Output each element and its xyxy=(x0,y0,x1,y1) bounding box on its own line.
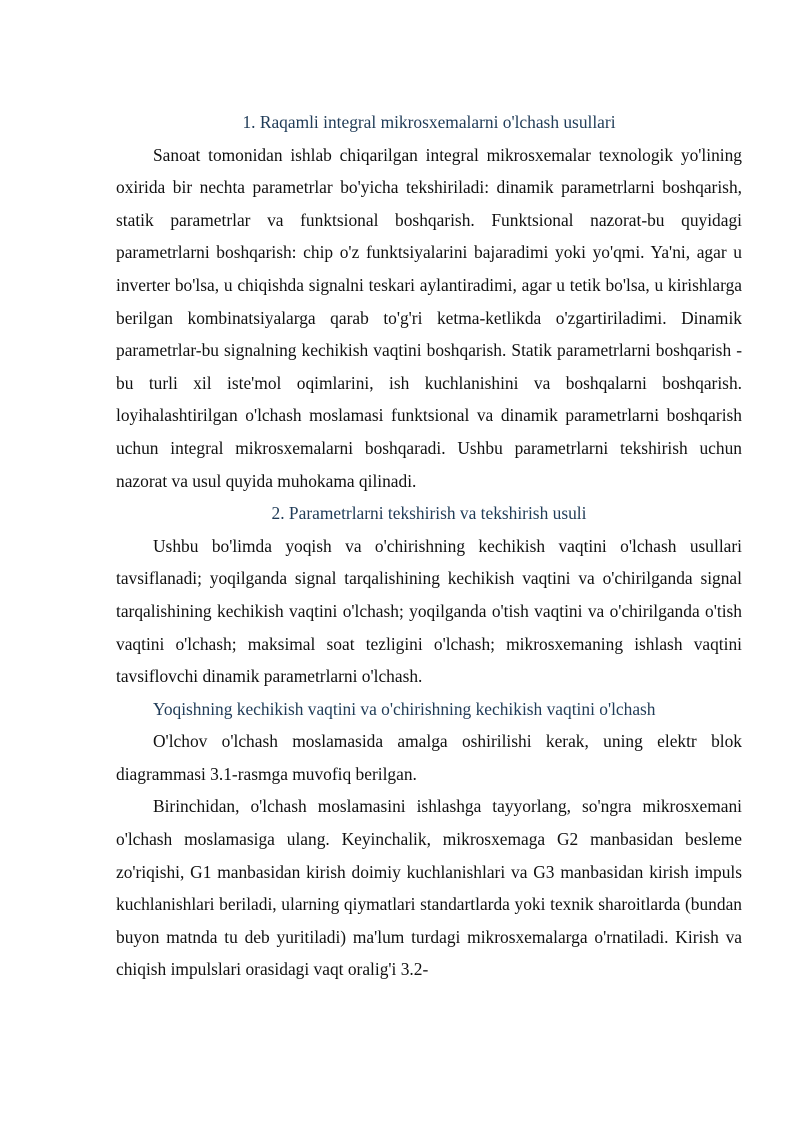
section-2-paragraph: Ushbu bo'limda yoqish va o'chirishning kechikish vaqtini o'lchash usullari tavsiflanadi; yoqilganda signal tarqalishining kechikish vaqtini va o'chirilganda signal tarqalishining kechikish vaqtini o'lchash; yoqilganda o'tish vaqtini va o'chirilganda o'tish vaqtini o'lchash; maksimal soat tezligini o'lchash; mikrosxemaning ishlash vaqtini tavsiflovchi dinamik parametrlarni o'lchash. xyxy=(116,535,742,687)
subsection-heading: Yoqishning kechikish vaqtini va o'chirishning kechikish vaqtini o'lchash xyxy=(153,698,656,719)
section-1-paragraph: Sanoat tomonidan ishlab chiqarilgan integral mikrosxemalar texnologik yo'lining oxirida bir nechta parametrlar bo'yicha tekshiriladi: dinamik parametrlarni boshqarish, statik parametrlar va funktsional boshqarish. Funktsional nazorat-bu quyidagi parametrlarni boshqarish: chip o'z funktsiyalarini bajaradimi yoki yo'qmi. Ya'ni, agar u inverter bo'lsa, u chiqishda signalni teskari aylantiradimi, agar u tetik bo'lsa, u kirishlarga berilgan kombinatsiyalarga qarab to'g'ri ketma-ketlikda o'zgartiriladimi. Dinamik parametrlar-bu signalning kechikish vaqtini boshqarish. Statik parametrlarni boshqarish - bu turli xil iste'mol oqimlarini, ish kuchlanishini va boshqalarni boshqarish. loyihalashtirilgan o'lchash moslamasi funktsional va dinamik parametrlarni boshqarish uchun integral mikrosxemalarni boshqaradi. Ushbu parametrlarni tekshirish uchun nazorat va usul quyida muhokama qilinadi. xyxy=(116,144,742,491)
document-page xyxy=(116,106,742,986)
section-1-heading: 1. Raqamli integral mikrosxemalarni o'lchash usullari xyxy=(242,112,616,132)
section-2-paragraph-3: Birinchidan, o'lchash moslamasini ishlashga tayyorlang, so'ngra mikrosxemani o'lchash moslamasiga ulang. Keyinchalik, mikrosxemaga G2 manbasidan besleme zo'riqishi, G1 manbasidan kirish doimiy kuchlanishlari va G3 manbasidan kirish impuls kuchlanishlari beriladi, ularning qiymatlari standartlarda yoki texnik sharoitlarda (bundan buyon matnda tu deb yuritiladi) ma'lum turdagi mikrosxemalarga o'rnatiladi. Kirish va chiqish impulslari orasidagi vaqt oralig'i 3.2- xyxy=(116,796,742,980)
section-2-heading: 2. Parametrlarni tekshirish va tekshirish usuli xyxy=(271,503,587,524)
section-2-paragraph-2: O'lchov o'lchash moslamasida amalga oshirilishi kerak, uning elektr blok diagrammasi 3.1-rasmga muvofiq berilgan. xyxy=(116,731,742,784)
